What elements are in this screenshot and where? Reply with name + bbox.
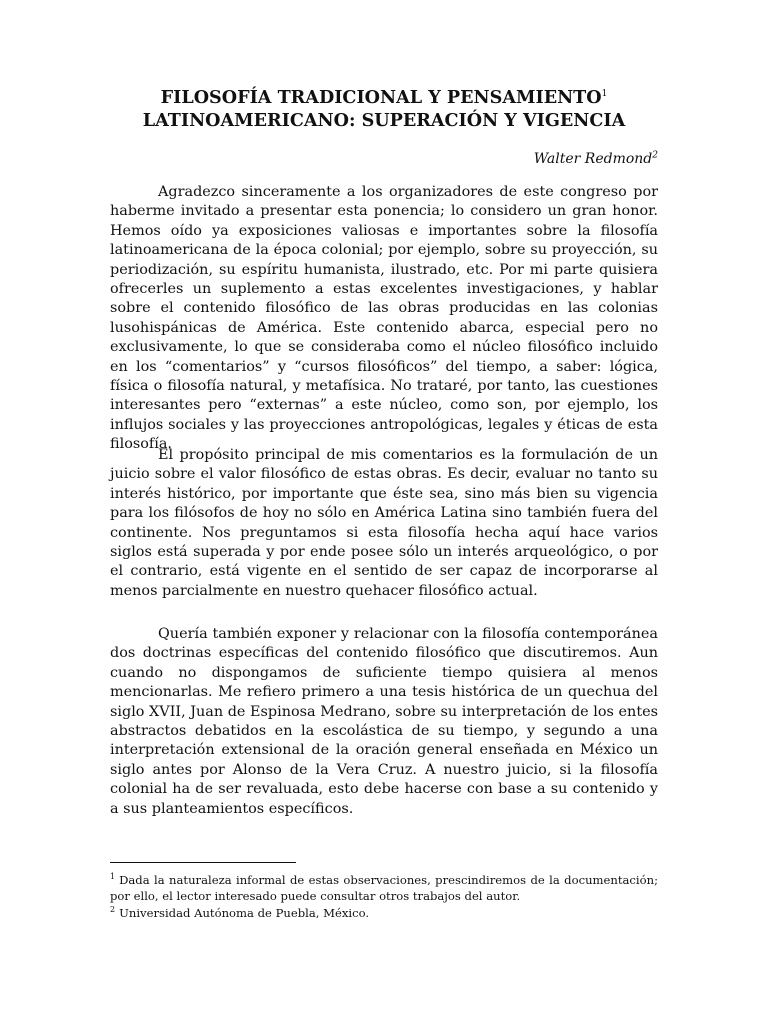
body-paragraph-3: Quería también exponer y relacionar con la filosofía contemporánea dos doctrinas específicas del contenido filosófico que discutiremos. Aun cuando no dispongamos de suficiente tiempo quisiera al menos mencionarlas. Me refiero primero a una tesis histórica de un quechua del siglo XVII, Juan de Espinosa Medrano, sobre su interpretación de los entes abstractos debatidos en la escolástica de su tiempo, y segundo a una interpretación extensional de la oración general enseñada en México un siglo antes por Alonso de la Vera Cruz. A nuestro juicio, si la filosofía colonial ha de ser revaluada, esto debe hacerse con base a su contenido y a sus planteamientos específicos. (110, 626, 658, 817)
title-footnote-marker[interactable]: 1 (601, 89, 608, 100)
footnote-separator (110, 862, 296, 863)
title-line-1: FILOSOFÍA TRADICIONAL Y PENSAMIENTO (160, 87, 602, 108)
footnote-2-marker: 2 (110, 904, 116, 914)
author-line (534, 150, 658, 168)
author-footnote-marker[interactable]: 2 (652, 150, 658, 161)
footnote-1-marker: 1 (110, 872, 116, 882)
body-paragraph-2: El propósito principal de mis comentarios es la formulación de un juicio sobre el valor filosófico de estas obras. Es decir, evaluar no tanto su interés histórico, por importante que éste sea, sino más bien su vigencia para los filósofos de hoy no sólo en América Latina sino también fuera del continente. Nos preguntamos si esta filosofía hecha aquí hace varios siglos está superada y por ende posee sólo un interés arqueológico, o por el contrario, está vigente en el sentido de ser capaz de incorporarse al menos parcialmente en nuestro quehacer filosófico actual. (110, 447, 658, 599)
footnote-2 (110, 905, 658, 921)
body-paragraph-1: Agradezco sinceramente a los organizadores de este congreso por haberme invitado a presentar esta ponencia; lo considero un gran honor. Hemos oído ya exposiciones valiosas e importantes sobre la filosofía latinoamericana de la época colonial; por ejemplo, sobre su proyección, su periodización, su espíritu humanista, ilustrado, etc. Por mi parte quisiera ofrecerles un suplemento a estas excelentes investigaciones, y hablar sobre el contenido filosófico de las obras producidas en las colonias lusohispánicas de América. Este contenido abarca, especial pero no exclusivamente, lo que se consideraba como el núcleo filosófico incluido en los “comentarios” y “cursos filosóficos” del tiempo, a saber: lógica, física o filosofía natural, y metafísica. No trataré, por tanto, las cuestiones interesantes pero “externas” a este núcleo, como son, por ejemplo, los influjos sociales y las proyecciones antropológicas, legales y éticas de esta filosofía. (110, 184, 658, 453)
footnote-2-text: Universidad Autónoma de Puebla, México. (119, 905, 370, 920)
footnotes (110, 872, 658, 921)
document-title (110, 86, 658, 132)
footnote-1-text: Dada la naturaleza informal de estas observaciones, prescindiremos de la documentación; por ello, el lector interesado puede consultar otros trabajos del autor. (110, 873, 658, 904)
author-name: Walter Redmond (533, 151, 653, 167)
title-line-2: LATINOAMERICANO: SUPERACIÓN Y VIGENCIA (142, 110, 626, 131)
footnote-1 (110, 872, 658, 905)
